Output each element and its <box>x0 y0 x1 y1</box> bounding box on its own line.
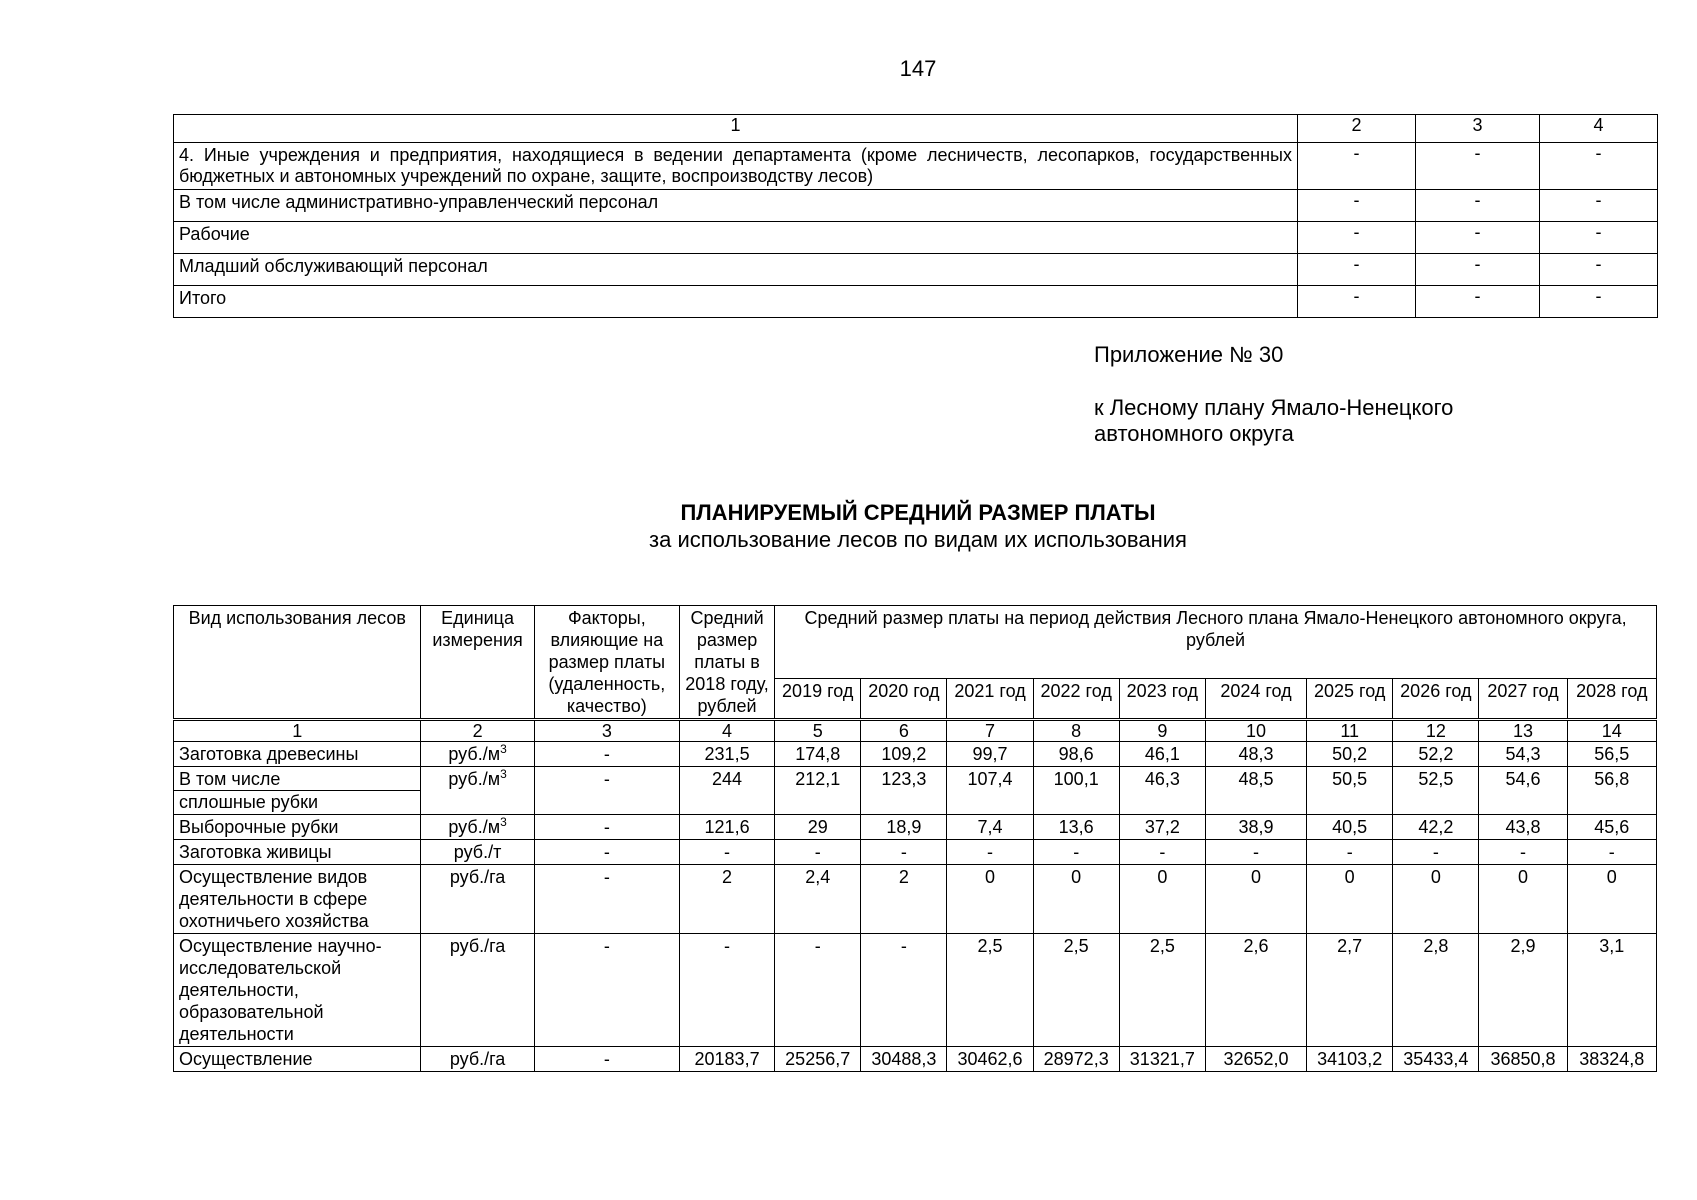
year-value: 0 <box>1307 865 1393 934</box>
table-row <box>174 865 1657 934</box>
table-row <box>174 1047 1657 1072</box>
row-type <box>174 1047 421 1072</box>
column-number: 12 <box>1393 720 1479 742</box>
year-value: 0 <box>1119 865 1205 934</box>
header-avg-2018: Средний размер платы в 2018 году, рублей <box>679 606 774 720</box>
year-value: 46,1 <box>1119 742 1205 767</box>
row-unit <box>421 767 534 815</box>
row-type-text: Заготовка живицы <box>179 842 332 862</box>
year-value: 2,7 <box>1307 934 1393 1047</box>
unit-superscript: 3 <box>500 742 507 756</box>
unit-text: руб./т <box>453 842 502 862</box>
table-row <box>174 840 1657 865</box>
row-type-text: Осуществление видов деятельности в сфере охотничьего хозяйства <box>179 867 369 931</box>
table-cell: - <box>1540 190 1658 222</box>
year-value: 42,2 <box>1393 815 1479 840</box>
year-value: 36850,8 <box>1479 1047 1567 1072</box>
table-cell: - <box>1298 143 1416 190</box>
year-value: 40,5 <box>1307 815 1393 840</box>
row-factors: - <box>534 840 679 865</box>
column-numbers-row <box>174 720 1657 742</box>
unit-text: руб./га <box>449 867 506 887</box>
column-number: 5 <box>775 720 861 742</box>
row-label: В том числе административно-управленческий персонал <box>174 190 1298 222</box>
year-value: 38324,8 <box>1567 1047 1656 1072</box>
row-avg-2018: 121,6 <box>679 815 774 840</box>
header-year: 2020 год <box>861 679 947 720</box>
year-value: 56,5 <box>1567 742 1656 767</box>
year-value: 109,2 <box>861 742 947 767</box>
page-number: 147 <box>899 56 937 81</box>
year-value: 43,8 <box>1479 815 1567 840</box>
header-year: 2022 год <box>1033 679 1119 720</box>
table-row <box>174 815 1657 840</box>
row-type-subtext: сплошные рубки <box>174 790 420 813</box>
year-value: 0 <box>1205 865 1306 934</box>
year-value: 31321,7 <box>1119 1047 1205 1072</box>
unit-text: руб./га <box>449 1049 506 1069</box>
year-value: - <box>1119 840 1205 865</box>
row-avg-2018: 20183,7 <box>679 1047 774 1072</box>
table-cell: - <box>1416 286 1540 318</box>
year-value: - <box>1033 840 1119 865</box>
column-number: 11 <box>1307 720 1393 742</box>
row-unit <box>421 815 534 840</box>
table-cell: - <box>1416 143 1540 190</box>
appendix-reference: к Лесному плану Ямало-Ненецкого автономного округа <box>1094 395 1454 446</box>
year-value: 2,5 <box>1119 934 1205 1047</box>
row-factors: - <box>534 767 679 815</box>
year-value: 32652,0 <box>1205 1047 1306 1072</box>
year-value: 3,1 <box>1567 934 1656 1047</box>
year-value: - <box>947 840 1033 865</box>
table-cell: - <box>1298 286 1416 318</box>
column-number: 2 <box>421 720 534 742</box>
year-value: 7,4 <box>947 815 1033 840</box>
header-year: 2021 год <box>947 679 1033 720</box>
row-unit <box>421 742 534 767</box>
row-unit <box>421 1047 534 1072</box>
column-number: 6 <box>861 720 947 742</box>
year-value: 99,7 <box>947 742 1033 767</box>
column-number: 14 <box>1567 720 1656 742</box>
staff-header-cell: 2 <box>1298 115 1416 143</box>
row-avg-2018: 2 <box>679 865 774 934</box>
year-value: - <box>1307 840 1393 865</box>
table-row <box>174 767 1657 815</box>
table-row <box>174 742 1657 767</box>
staff-table-header-row <box>174 115 1658 143</box>
year-value: 56,8 <box>1567 767 1656 815</box>
table-cell: - <box>1298 222 1416 254</box>
table-cell: - <box>1540 254 1658 286</box>
row-label: Младший обслуживающий персонал <box>174 254 1298 286</box>
row-avg-2018: - <box>679 840 774 865</box>
year-value: 0 <box>1393 865 1479 934</box>
header-period: Средний размер платы на период действия Лесного плана Ямало-Ненецкого автономного округа, рублей <box>775 606 1657 679</box>
row-avg-2018: 231,5 <box>679 742 774 767</box>
year-value: 212,1 <box>775 767 861 815</box>
year-value: 34103,2 <box>1307 1047 1393 1072</box>
year-value: 25256,7 <box>775 1047 861 1072</box>
row-type-text: Заготовка древесины <box>179 744 359 764</box>
table-row <box>174 254 1658 286</box>
row-avg-2018: 244 <box>679 767 774 815</box>
year-value: - <box>1479 840 1567 865</box>
row-type-text: Осуществление научно-исследовательской деятельности, образовательной деятельности <box>179 936 382 1044</box>
row-factors: - <box>534 934 679 1047</box>
row-type <box>174 742 421 767</box>
year-value: - <box>861 840 947 865</box>
year-value: 2,5 <box>1033 934 1119 1047</box>
year-value: 48,3 <box>1205 742 1306 767</box>
row-label: 4. Иные учреждения и предприятия, находящиеся в ведении департамента (кроме лесничеств, лесопарков, государственных бюджетных и автономных учреждений по охране, защите, воспроизводству лесов) <box>174 143 1298 190</box>
column-number: 9 <box>1119 720 1205 742</box>
payment-header-row <box>174 606 1657 679</box>
header-factors: Факторы, влияющие на размер платы (удаленность, качество) <box>534 606 679 720</box>
row-factors: - <box>534 815 679 840</box>
unit-superscript: 3 <box>500 815 507 829</box>
unit-text: руб./га <box>449 936 506 956</box>
year-value: 29 <box>775 815 861 840</box>
row-avg-2018: - <box>679 934 774 1047</box>
column-number: 10 <box>1205 720 1306 742</box>
year-value: 30462,6 <box>947 1047 1033 1072</box>
year-value: 98,6 <box>1033 742 1119 767</box>
year-value: 2 <box>861 865 947 934</box>
year-value: 2,9 <box>1479 934 1567 1047</box>
year-value: 50,2 <box>1307 742 1393 767</box>
year-value: - <box>1205 840 1306 865</box>
year-value: 45,6 <box>1567 815 1656 840</box>
year-value: 54,6 <box>1479 767 1567 815</box>
year-value: 46,3 <box>1119 767 1205 815</box>
column-number: 7 <box>947 720 1033 742</box>
header-year: 2028 год <box>1567 679 1656 720</box>
year-value: 2,6 <box>1205 934 1306 1047</box>
row-type <box>174 840 421 865</box>
row-unit <box>421 840 534 865</box>
payment-table <box>173 605 1657 1072</box>
table-cell: - <box>1540 222 1658 254</box>
column-number: 1 <box>174 720 421 742</box>
year-value: 123,3 <box>861 767 947 815</box>
table-cell: - <box>1298 190 1416 222</box>
row-type <box>174 865 421 934</box>
row-label: Рабочие <box>174 222 1298 254</box>
row-unit <box>421 934 534 1047</box>
year-value: - <box>1393 840 1479 865</box>
header-year: 2019 год <box>775 679 861 720</box>
row-factors: - <box>534 865 679 934</box>
year-value: 0 <box>1033 865 1119 934</box>
column-number: 8 <box>1033 720 1119 742</box>
column-number: 4 <box>679 720 774 742</box>
year-value: 0 <box>947 865 1033 934</box>
year-value: 0 <box>1479 865 1567 934</box>
year-value: - <box>775 840 861 865</box>
table-row <box>174 286 1658 318</box>
header-unit: Единица измерения <box>421 606 534 720</box>
header-year: 2027 год <box>1479 679 1567 720</box>
table-cell: - <box>1298 254 1416 286</box>
table-cell: - <box>1416 222 1540 254</box>
year-value: - <box>861 934 947 1047</box>
year-value: 2,8 <box>1393 934 1479 1047</box>
table-row <box>174 143 1658 190</box>
year-value: - <box>775 934 861 1047</box>
year-value: - <box>1567 840 1656 865</box>
staff-header-cell: 3 <box>1416 115 1540 143</box>
year-value: 48,5 <box>1205 767 1306 815</box>
year-value: 38,9 <box>1205 815 1306 840</box>
table-row <box>174 934 1657 1047</box>
header-year: 2024 год <box>1205 679 1306 720</box>
row-type <box>174 767 421 815</box>
document-subheading: за использование лесов по видам их использования <box>649 527 1187 552</box>
document-heading: ПЛАНИРУЕМЫЙ СРЕДНИЙ РАЗМЕР ПЛАТЫ <box>680 500 1156 525</box>
row-label: Итого <box>174 286 1298 318</box>
year-value: 52,5 <box>1393 767 1479 815</box>
row-type <box>174 815 421 840</box>
header-year: 2023 год <box>1119 679 1205 720</box>
header-year: 2026 год <box>1393 679 1479 720</box>
unit-text: руб./м <box>448 744 501 764</box>
year-value: 0 <box>1567 865 1656 934</box>
column-number: 3 <box>534 720 679 742</box>
table-cell: - <box>1540 143 1658 190</box>
row-type-text: В том числе <box>179 769 281 789</box>
table-cell: - <box>1540 286 1658 318</box>
year-value: 2,4 <box>775 865 861 934</box>
staff-header-cell: 4 <box>1540 115 1658 143</box>
header-type: Вид использования лесов <box>174 606 421 720</box>
year-value: 100,1 <box>1033 767 1119 815</box>
unit-text: руб./м <box>448 769 501 789</box>
year-value: 28972,3 <box>1033 1047 1119 1072</box>
year-value: 107,4 <box>947 767 1033 815</box>
row-unit <box>421 865 534 934</box>
table-cell: - <box>1416 190 1540 222</box>
unit-text: руб./м <box>448 817 501 837</box>
table-row <box>174 190 1658 222</box>
row-type <box>174 934 421 1047</box>
staff-table <box>173 114 1658 318</box>
year-value: 18,9 <box>861 815 947 840</box>
row-factors: - <box>534 742 679 767</box>
row-type-text: Выборочные рубки <box>179 817 339 837</box>
row-type-text: Осуществление <box>179 1049 313 1069</box>
year-value: 174,8 <box>775 742 861 767</box>
year-value: 50,5 <box>1307 767 1393 815</box>
year-value: 54,3 <box>1479 742 1567 767</box>
unit-superscript: 3 <box>500 767 507 781</box>
column-number: 13 <box>1479 720 1567 742</box>
year-value: 35433,4 <box>1393 1047 1479 1072</box>
year-value: 13,6 <box>1033 815 1119 840</box>
table-row <box>174 222 1658 254</box>
appendix-title: Приложение № 30 <box>1094 342 1284 367</box>
table-cell: - <box>1416 254 1540 286</box>
year-value: 30488,3 <box>861 1047 947 1072</box>
year-value: 37,2 <box>1119 815 1205 840</box>
year-value: 52,2 <box>1393 742 1479 767</box>
header-year: 2025 год <box>1307 679 1393 720</box>
row-factors: - <box>534 1047 679 1072</box>
staff-header-cell: 1 <box>174 115 1298 143</box>
year-value: 2,5 <box>947 934 1033 1047</box>
